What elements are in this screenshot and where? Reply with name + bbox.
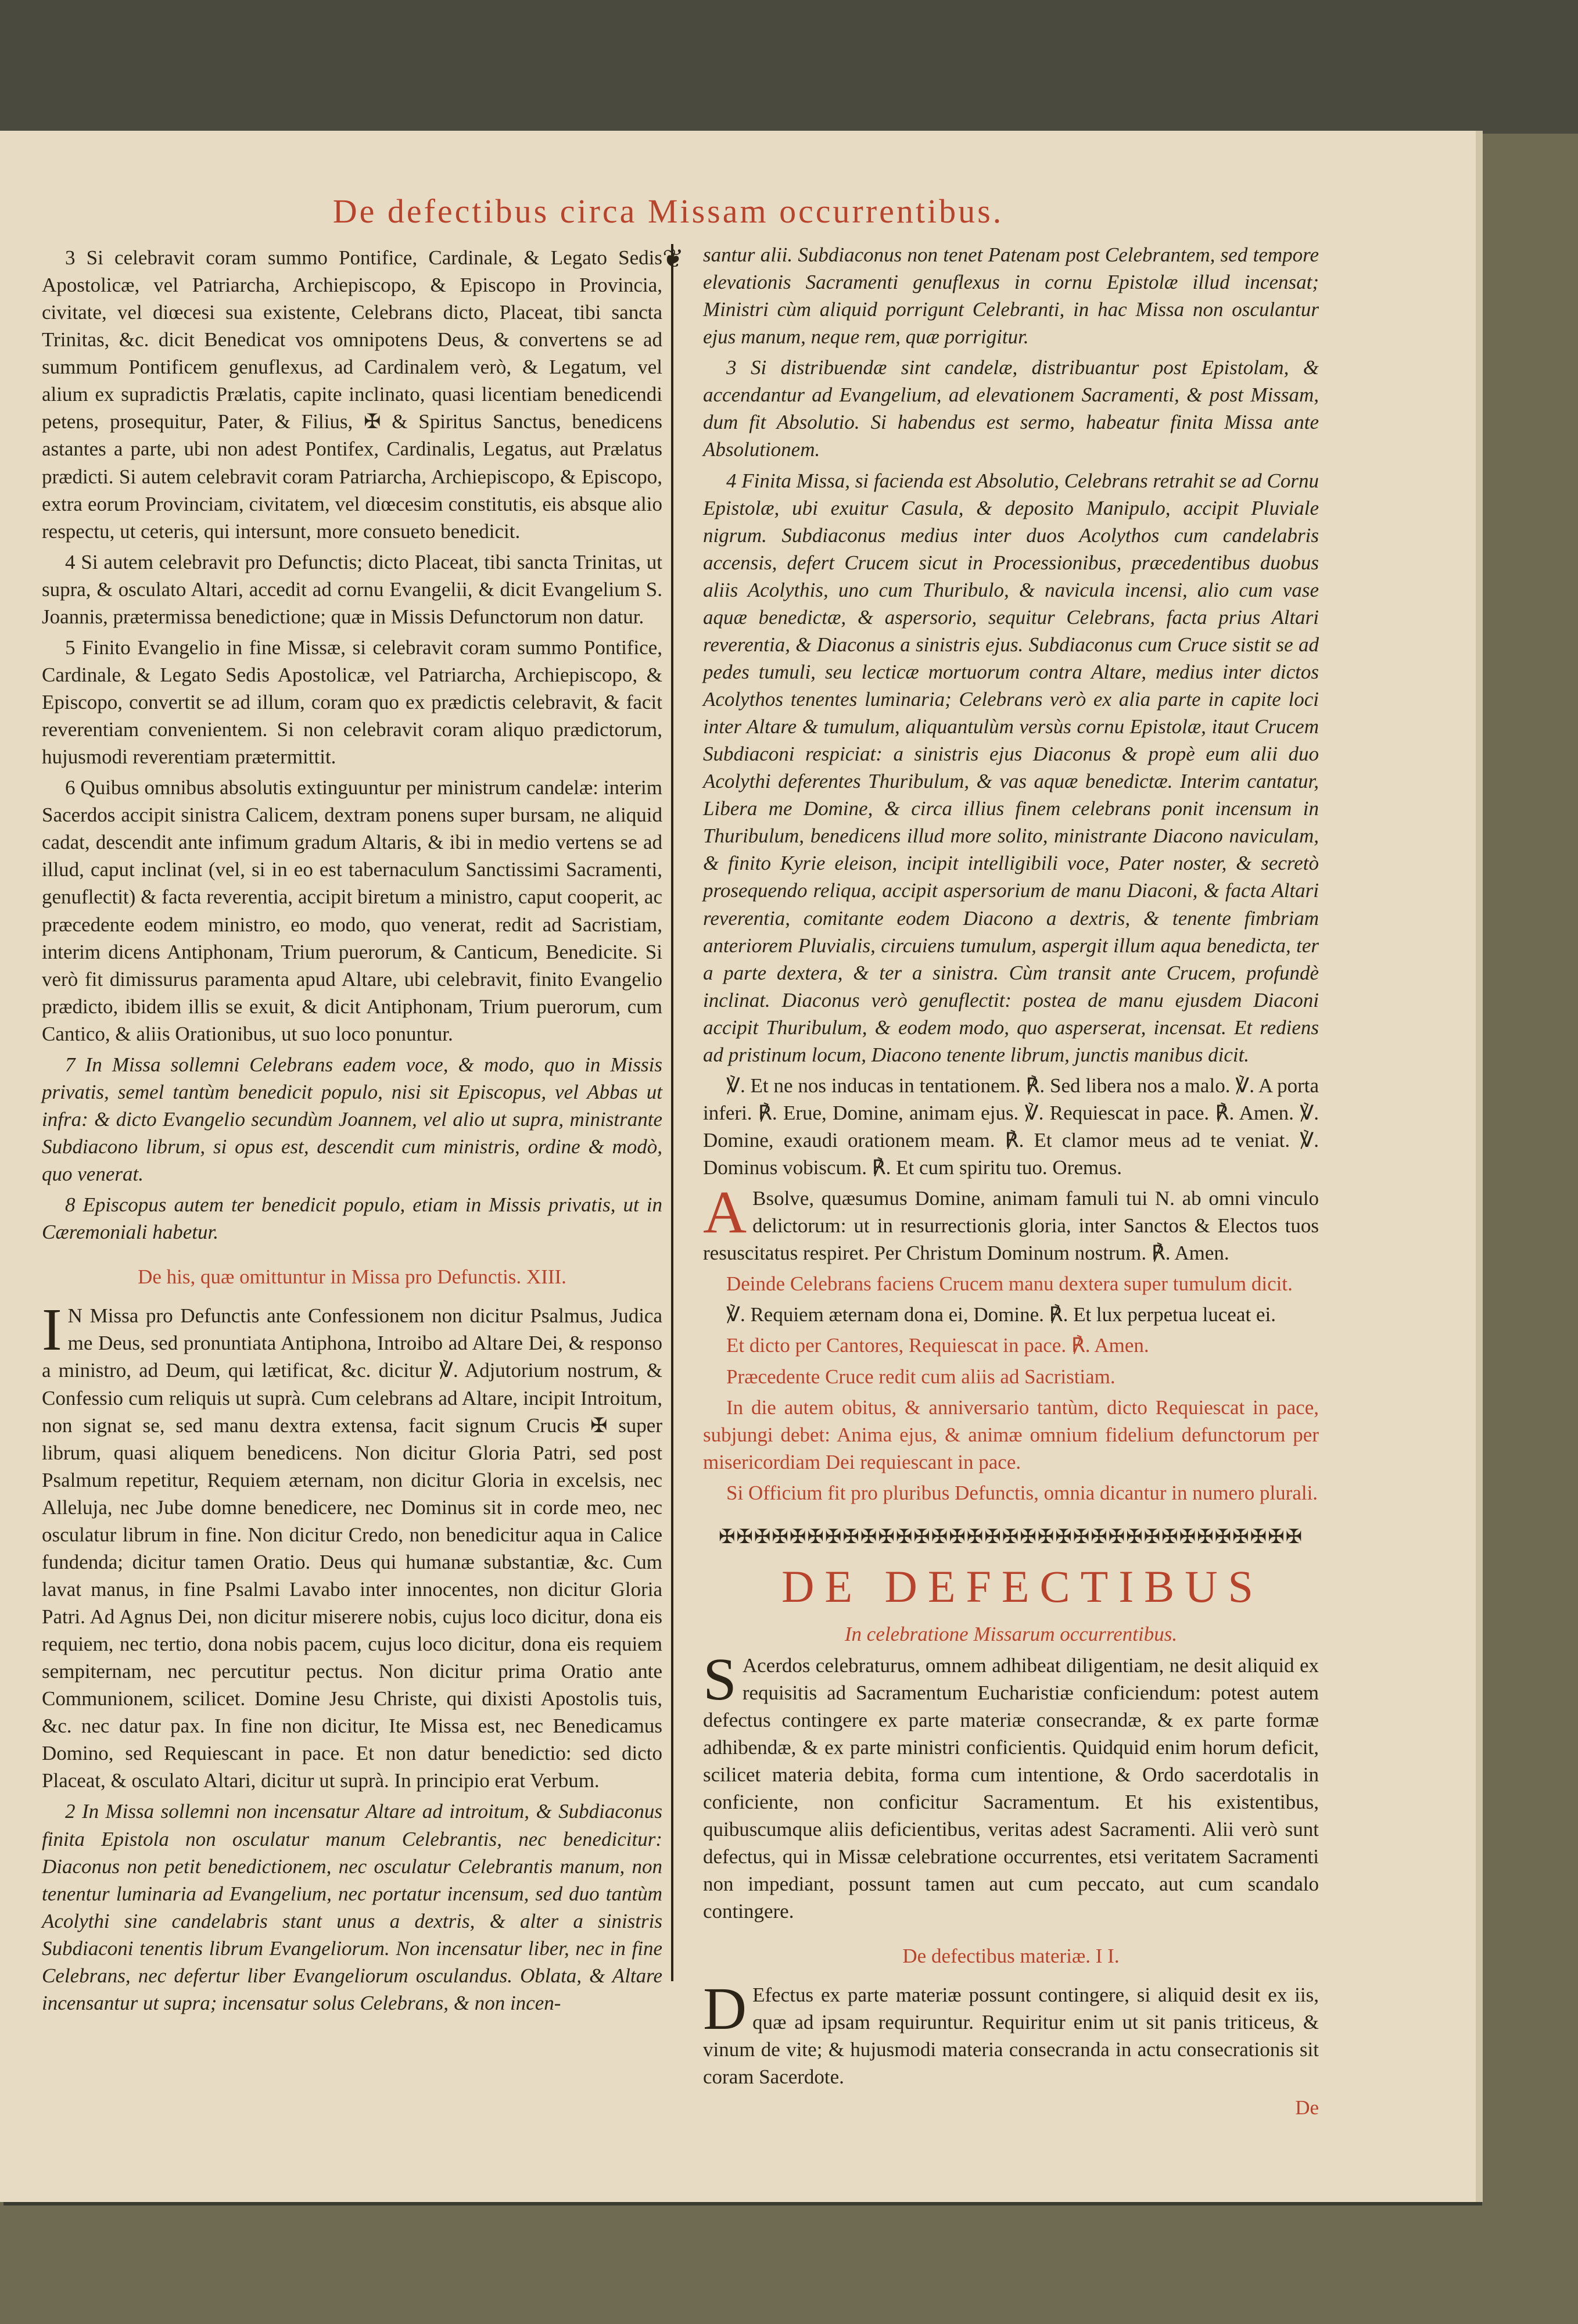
scan-background-top (0, 0, 1578, 134)
versicles: ℣. Et ne nos inducas in tentationem. ℟. Sed libera nos a malo. ℣. A porta inferi. ℟. Erue, Domine, animam ejus. ℣. Requiescat in pace. ℟. Amen. ℣. Domine, exaudi orationem meam. ℟. Et clamor meus ad te veniat. ℣. Dominus vobiscum. ℟. Et cum spiritu tuo. Oremus. (703, 1074, 1319, 1179)
paragraph: 2 In Missa sollemni non incensatur Altare ad introitum, & Subdiaconus finita Epistola non osculatur manum Celebrantis, nec benedicitur: Diaconus non petit benedictionem, nec osculatur Celebrantis manum, non tenentur luminaria ad Evangelium, nec portatur incensum, sed duo tantùm Acolythi sine candelabris stant unus a dextris, & alter a sinistris Subdiaconi tenentis librum Evangeliorum. Non incensatur liber, nec in fine Celebrans, nec defertur liber Evangeliorum osculandus. Oblata, & Altare incensantur ut supra; incensatur solus Celebrans, & non incen- (42, 1800, 662, 2014)
paragraph: 3 Si celebravit coram summo Pontifice, Cardinale, & Legato Sedis Apostolicæ, vel Patriarcha, Archiepiscopo, & Episcopo in Provincia, civitate, vel diœcesi sua existente, Celebrans dicto, Placeat, tibi sancta Trinitas, &c. dicit Benedicat vos omnipotens Deus, & convertens se ad summum Pontificem genuflexus, ad Cardinalem verò, & Legatum, vel alium ex supradictis Prælatis, capite inclinato, quasi licentiam benedicendi petens, prosequitur, Pater, & Filius, ✠ & Spiritus Sanctus, benedicens astantes a parte, ubi non adest Pontifex, Cardinalis, Legatus, aut Prælatus prædicti. Si autem celebravit coram Patriarcha, Archiepiscopo, & Episcopo, extra eorum Provinciam, civitatem, vel diœcesim constitutis, eis absque alio respectu, ut ceteris, qui intersunt, more consueto benedicit. (42, 246, 662, 543)
intro-paragraph (703, 1645, 1319, 1925)
divider-ornament-icon: ❦ (662, 244, 684, 274)
paragraph: 5 Finito Evangelio in fine Missæ, si celebravit coram summo Pontifice, Cardinale, & Legato Sedis Apostolicæ, vel Patriarcha, Archiepiscopo, & Episcopo, convertit se ad illum, coram quo ex prædictis celebravit, & facit reverentiam convenientem. Si non celebravit coram aliquo prædictorum, hujusmodi reverentiam prætermittit. (42, 636, 662, 769)
rubric: Deinde Celebrans faciens Crucem manu dextera super tumulum dicit. (726, 1272, 1293, 1296)
final-text: Efectus ex parte materiæ possunt contingere, si aliquid desit ex iis, quæ ad ipsam requiruntur. Requiritur enim ut sit panis triticeus, & vinum de vite; & hujusmodi materia consecranda in actu consecrationis sit coram Sacerdote. (703, 1984, 1319, 2089)
prayer-text: Bsolve, quæsumus Domine, animam famuli tui N. ab omni vinculo delictorum: ut in resurrectionis gloria, inter Sanctos & Electos tuos resuscitatus respiret. Per Christum Dominum nostrum. ℟. Amen. (703, 1187, 1319, 1265)
drop-cap: D (703, 1975, 747, 2043)
section-heading: De his, quæ omittuntur in Missa pro Defunctis. XIII. (138, 1265, 566, 1289)
paragraph: 7 In Missa sollemni Celebrans eadem voce, & modo, quo in Missis privatis, semel tantùm benedicit populo, nisi sit Episcopus, vel Abbas ut infra: & dicto Evangelio secundùm Joannem, vel alio ut supra, ministrante Subdiacono librum, si opus est, descendit cum ministris, ordine & modò, quo venerat. (42, 1053, 662, 1186)
paragraph: 6 Quibus omnibus absolutis extinguuntur per ministrum candelæ: interim Sacerdos accipit sinistra Calicem, dextram ponens super bursam, ne aliquid cadat, descendit ante infimum gradum Altaris, & ibi in medio vertens se ad illud, caput inclinat (vel, si in eo est tabernaculum Sanctissimi Sacramenti, genuflectit) & facta reverentia, accipit biretum a ministro, caput cooperit, ac præcedente eodem ministro, eo modo, quo venerat, redit ad Sacristiam, interim dicens Antiphonam, Trium puerorum, & Canticum, Benedicite. Si verò fit dimissurus paramenta apud Altare, ubi celebravit, finito Evangelio prædicto, ibidem illis se exuit, & dicit Antiphonam, Trium puerorum, cum Cantico, & aliis Orationibus, ut suo loco ponuntur. (42, 776, 662, 1045)
versicles: ℣. Requiem æternam dona ei, Domine. ℟. Et lux perpetua luceat ei. (726, 1303, 1276, 1326)
rubric: Et dicto per Cantores, Requiescat in pace. ℟. Amen. (726, 1334, 1149, 1357)
rubric: Si Officium fit pro pluribus Defunctis, omnia dicantur in numero plurali. (726, 1481, 1318, 1504)
section-paragraph (42, 1296, 662, 1794)
drop-cap: I (42, 1296, 62, 1364)
catchword: De (1295, 2096, 1319, 2119)
sub-heading: De defectibus materiæ. I I. (902, 1945, 1120, 1968)
rubric: Præcedente Cruce redit cum aliis ad Sacristiam. (726, 1365, 1116, 1388)
paragraph: 4 Finita Missa, si facienda est Absolutio, Celebrans retrahit se ad Cornu Epistolæ, ubi exuitur Casula, & deposito Manipulo, accipit Pluviale nigrum. Subdiaconus medius inter duos Acolythos cum candelabris accensis, defert Crucem sicut in Processionibus, præcedentibus duobus aliis Acolythis, uno cum Thuribulo, & navicula incensi, alio cum vase aquæ benedictæ, & aspersorio, sequitur Celebrans, facta prius Altari reverentia, & Diaconus a sinistris ejus. Subdiaconus cum Cruce sistit se ad pedes tumuli, seu lecticæ mortuorum contra Altare, medius inter dictos Acolythos tenentes luminaria; Celebrans verò ex alia parte in capite loci inter Altare & tumulum, aliquantulùm versùs cornu Epistolæ, itaut Crucem Subdiaconi respiciat: a sinistris ejus Diaconus & propè eum alii duo Acolythi deferentes Thuribulum, & vas aquæ benedictæ. Interim cantatur, Libera me Domine, & circa illius finem celebrans ponit incensum in Thuribulum, benedicens illud more solito, ministrante Diacono naviculam, & finito Kyrie eleison, incipit intelligibili voce, Pater noster, & secretò prosequendo reliqua, accipit aspersorium de manu Diaconi, & facta Altari reverentia, comitante eodem Diacono a dextris, & tenente fimbriam anteriorem Pluvialis, circuiens tumulum, aspergit illum aqua benedicta, ter a parte dextera, & ter a sinistra. Cùm transit ante Crucem, profundè inclinat. Diaconus verò genuflectit: postea de manu ejusdem Diaconi accipit Thuribulum, & eodem modo, quo asperserat, incensat. Et rediens ad pristinum locum, Diacono tenente librum, junctis manibus dicit. (703, 469, 1319, 1066)
paragraph: 8 Episcopus autem ter benedicit populo, etiam in Missis privatis, ut in Cæremoniali habetur. (42, 1193, 662, 1244)
drop-cap: A (703, 1179, 747, 1246)
section-text: N Missa pro Defunctis ante Confessionem non dicitur Psalmus, Judica me Deus, sed pronuntiata Antiphona, Introibo ad Altare Dei, & responso a ministro, ad Deum, qui lætificat, &c. dicitur ℣. Adjutorium nostrum, & Confessio cum reliquis ut suprà. Cum celebrans ad Altare, incipit Introitum, non signat se, sed manu dextra extensa, facit signum Crucis ✠ super librum, quasi aliquem benedicens. Non dicitur Gloria Patri, sed post Psalmum repetitur, Requiem æternam, non dicitur Gloria in excelsis, nec Alleluja, nec Jube domne benedicere, nec Dominus sit in corde meo, nec osculatur librum in fine. Non dicitur Credo, non benedicitur aqua in Calice fundenda; dicitur tamen Oratio. Deus qui humanæ substantiæ, &c. Cum lavat manus, in fine Psalmi Lavabo inter innocentes, non dicitur Gloria Patri. Ad Agnus Dei, non dicitur miserere nobis, cujus loco dicitur, dona eis requiem, nec tertio, dona nobis pacem, cujus loco dicitur, dona eis requiem sempiternam, nec percutitur pectus. Non dicitur prima Oratio ante Communionem, scilicet. Domine Jesu Christe, qui dixisti Apostolis tuis, &c. nec datur pax. In fine non dicitur, Ite Missa est, nec Benedicamus Domino, sed Requiescant in pace. Et non datur benedictio: sed dicto Placeat, & osculato Altari, dicitur ut suprà. In principio erat Verbum. (42, 1304, 662, 1792)
right-column (703, 241, 1319, 2125)
rubric: In die autem obitus, & anniversario tantùm, dicto Requiescat in pace, subjungi debet: Anima ejus, & animæ omnium fidelium defunctorum per misericordiam Dei requiescant in pace. (703, 1396, 1319, 1473)
chapter-subtitle: In celebratione Missarum occurrentibus. (844, 1623, 1178, 1646)
running-head: De defectibus circa Missam occurrentibus. (332, 192, 1004, 230)
intro-text: Acerdos celebraturus, omnem adhibeat diligentiam, ne desit aliquid ex requisitis ad Sacramentum Eucharistiæ conficiendum: potest autem defectus contingere ex parte materiæ consecrandæ, & ex parte formæ adhibendæ, & ex parte ministri conficientis. Quidquid enim horum deficit, scilicet materia debita, forma cum intentione, & Ordo sacerdotalis in conficiente, non conficitur Sacramentum. Et his existentibus, quibuscumque aliis deficientibus, veritas adest Sacramenti. Alii verò sunt defectus, qui in Missæ celebratione occurrentes, etsi veritatem Sacramenti non impediant, possunt tamen aut cum peccato, aut cum scandalo contingere. (703, 1654, 1319, 1923)
page-edge (1476, 131, 1483, 2202)
paragraph: 3 Si distribuendæ sint candelæ, distribuantur post Epistolam, & accendantur ad Evangelium, ad elevationem Sacramenti, & post Missam, dum fit Absolutio. Si habendus est sermo, habeatur finita Missa ante Absolutionem. (703, 356, 1319, 461)
column-divider (671, 244, 673, 1981)
paragraph: 4 Si autem celebravit pro Defunctis; dicto Placeat, tibi sancta Trinitas, ut supra, & osculato Altari, accedit ad cornu Evangelii, & dicit Evangelium S. Joannis, prætermissa benedictione; quæ in Missis Defunctorum non datur. (42, 550, 662, 628)
paragraph: santur alii. Subdiaconus non tenet Patenam post Celebrantem, sed tempore elevationis Sacramenti genuflexus in cornu Epistolæ illud incensat; Ministri cùm aliquid porrigunt Celebranti, in hac Missa non osculantur ejus manum, neque rem, quæ porrigitur. (703, 243, 1319, 349)
final-paragraph (703, 1975, 1319, 2090)
prayer (703, 1179, 1319, 1267)
ornamental-rule: ✠✠✠✠✠✠✠✠✠✠✠✠✠✠✠✠✠✠✠✠✠✠✠✠✠✠✠✠✠✠✠✠✠ (718, 1526, 1304, 1548)
left-column (42, 244, 662, 2020)
drop-cap: S (703, 1645, 737, 1713)
chapter-title: DE DEFECTIBUS (781, 1561, 1264, 1612)
